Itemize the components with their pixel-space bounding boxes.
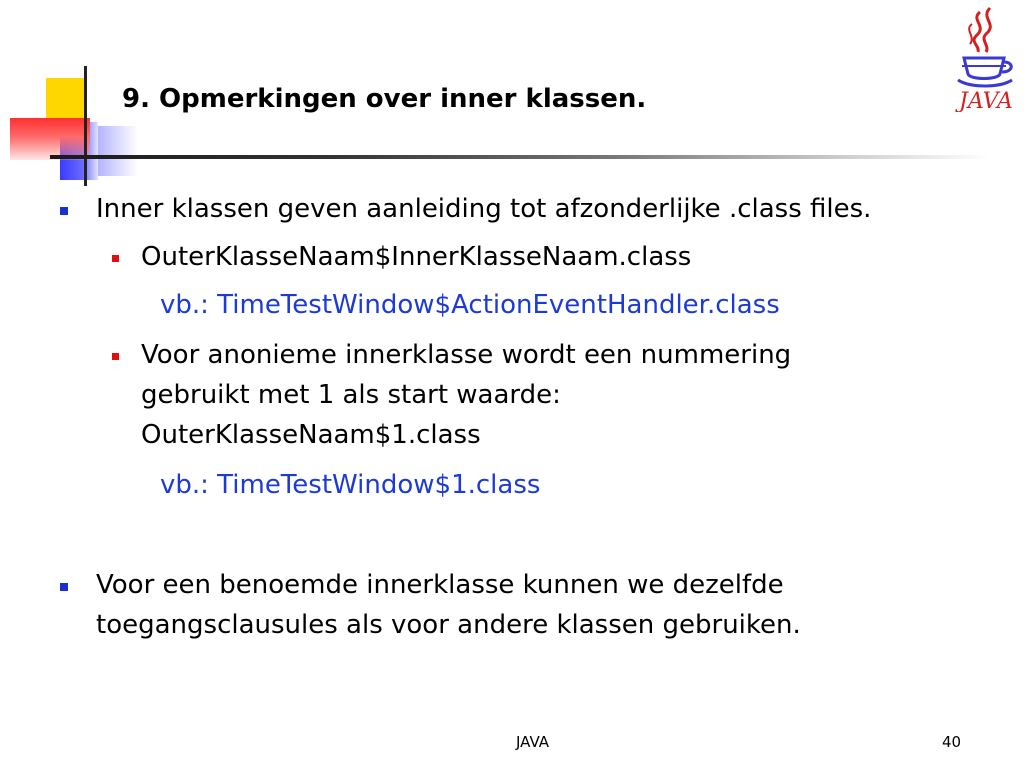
list-item-line: OuterKlasseNaam$1.class (141, 420, 481, 450)
list-item-line: Voor een benoemde innerklasse kunnen we dezelfde (96, 570, 784, 600)
list-item: Inner klassen geven aanleiding tot afzonderlijke .class files. (96, 194, 872, 224)
bullet-level2 (112, 255, 119, 262)
decor-blue-glow (98, 126, 138, 176)
list-item: OuterKlasseNaam$InnerKlasseNaam.class (141, 242, 692, 272)
decor-red-square (10, 118, 90, 160)
decor-vertical-line (84, 66, 87, 186)
list-item-line: Voor anonieme innerklasse wordt een nummering (141, 340, 792, 370)
footer-center-label: JAVA (516, 733, 550, 751)
decor-yellow-square (46, 78, 86, 122)
example-line: vb.: TimeTestWindow$ActionEventHandler.class (160, 290, 780, 320)
example-line: vb.: TimeTestWindow$1.class (160, 470, 541, 500)
slide-title: 9. Opmerkingen over inner klassen. (122, 84, 647, 114)
bullet-level1 (60, 583, 68, 591)
list-item-line: gebruikt met 1 als start waarde: (141, 380, 561, 410)
java-logo-icon (950, 4, 1022, 112)
title-underline (50, 155, 990, 159)
java-logo-text: JAVA (959, 89, 1013, 112)
footer-page-number: 40 (942, 733, 962, 751)
bullet-level2 (112, 353, 119, 360)
list-item-line: toegangsclausules als voor andere klassen gebruiken. (96, 610, 801, 640)
bullet-level1 (60, 207, 68, 215)
